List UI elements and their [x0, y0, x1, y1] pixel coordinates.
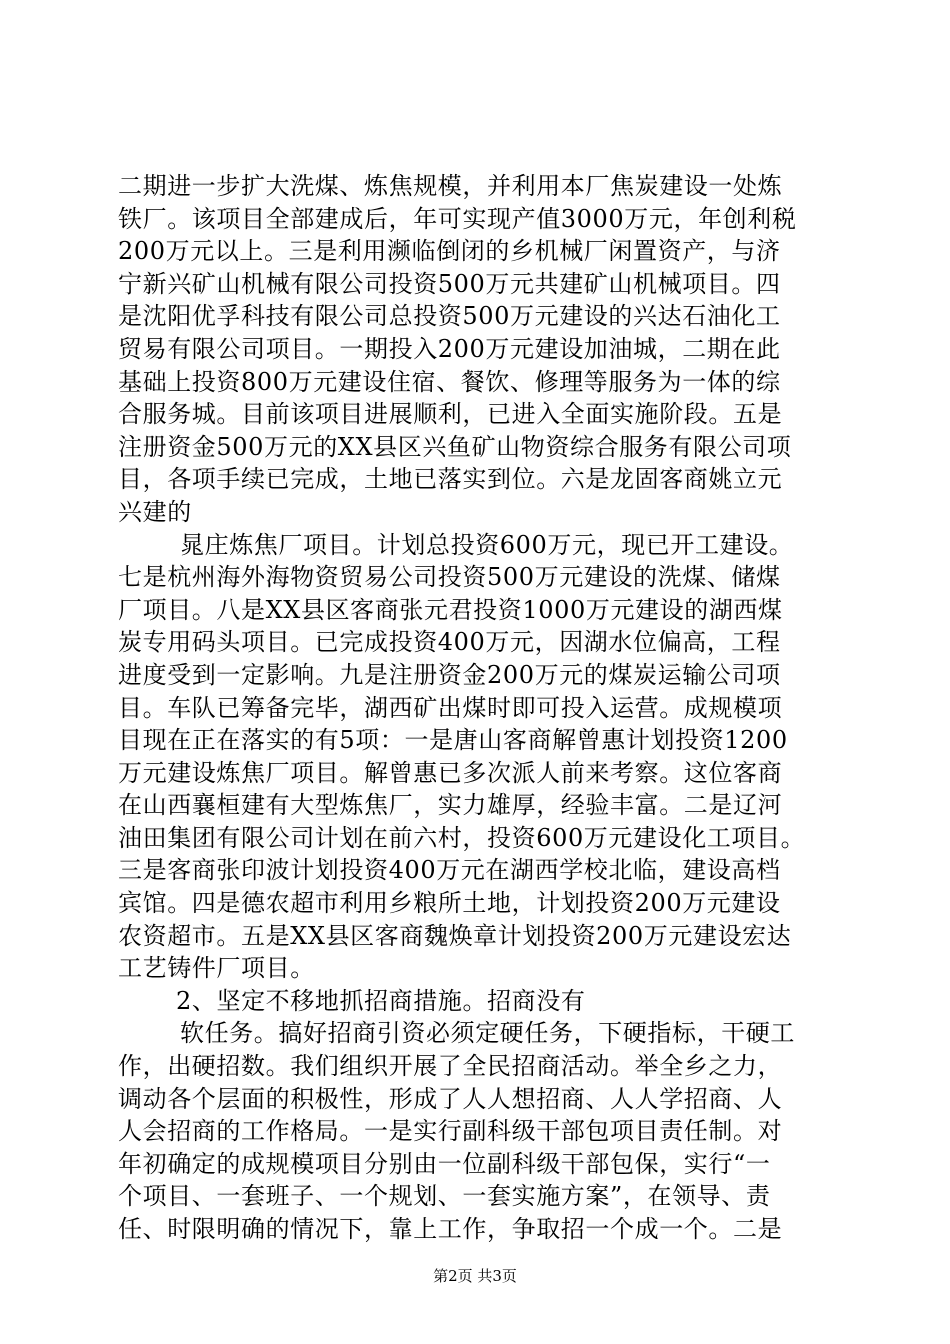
- text-line: 目，各项手续已完成，土地已落实到位。六是龙固客商姚立元: [118, 465, 783, 494]
- text-line: 宁新兴矿山机械有限公司投资500万元共建矿山机械项目。四: [118, 269, 781, 298]
- text-line: 炭专用码头项目。已完成投资400万元，因湖水位偏高，工程: [118, 628, 781, 657]
- text-line: 基础上投资800万元建设住宿、餐饮、修理等服务为一体的综: [118, 367, 781, 396]
- paragraph-start-line: 软任务。搞好招商引资必须定硬任务，下硬指标，干硬工: [180, 1019, 795, 1048]
- text-line: 七是杭州海外海物资贸易公司投资500万元建设的洗煤、储煤: [118, 563, 781, 592]
- text-line: 厂项目。八是XX县区客商张元君投资1000万元建设的湖西煤: [118, 595, 783, 624]
- text-line: 油田集团有限公司计划在前六村，投资600万元建设化工项目。: [118, 823, 806, 852]
- text-line: 人会招商的工作格局。一是实行副科级干部包项目责任制。对: [118, 1117, 783, 1146]
- text-line: 个项目、一套班子、一个规划、一套实施方案”，在领导、责: [118, 1182, 771, 1211]
- text-line: 工艺铸件厂项目。: [118, 954, 315, 983]
- paragraph-start-line: 晁庄炼焦厂项目。计划总投资600万元，现已开工建设。: [180, 530, 794, 559]
- text-line: 农资超市。五是XX县区客商魏焕章计划投资200万元建设宏达: [118, 921, 792, 950]
- text-line: 任、时限明确的情况下，靠上工作，争取招一个成一个。二是: [118, 1215, 783, 1243]
- text-line: 作，出硬招数。我们组织开展了全民招商活动。举全乡之力，: [118, 1052, 783, 1081]
- text-line: 目现在正在落实的有5项：一是唐山客商解曾惠计划投资1200: [118, 726, 788, 755]
- text-line: 进度受到一定影响。九是注册资金200万元的煤炭运输公司项: [118, 660, 781, 689]
- page-number-footer: 第2页 共3页: [433, 1267, 517, 1285]
- text-line: 目。车队已筹备完毕，湖西矿出煤时即可投入运营。成规模项: [118, 693, 783, 722]
- text-line: 在山西襄桓建有大型炼焦厂，实力雄厚，经验丰富。二是辽河: [118, 791, 783, 820]
- text-line: 铁厂。该项目全部建成后，年可实现产值3000万元，年创利税: [118, 204, 797, 233]
- text-line: 三是客商张印波计划投资400万元在湖西学校北临，建设高档: [118, 856, 781, 885]
- text-line: 调动各个层面的积极性，形成了人人想招商、人人学招商、人: [118, 1084, 783, 1113]
- text-line: 兴建的: [118, 497, 192, 526]
- text-line: 万元建设炼焦厂项目。解曾惠已多次派人前来考察。这位客商: [118, 758, 783, 787]
- text-line: 年初确定的成规模项目分别由一位副科级干部包保，实行“一: [118, 1149, 771, 1178]
- text-line: 二期进一步扩大洗煤、炼焦规模，并利用本厂焦炭建设一处炼: [118, 172, 783, 200]
- document-body: [118, 170, 836, 1246]
- text-line: 是沈阳优孚科技有限公司总投资500万元建设的兴达石油化工: [118, 302, 781, 331]
- text-line: 200万元以上。三是利用濒临倒闭的乡机械厂闲置资产，与济: [118, 237, 781, 266]
- text-line: 宾馆。四是德农超市利用乡粮所土地，计划投资200万元建设: [118, 889, 781, 918]
- text-line: 注册资金500万元的XX县区兴鱼矿山物资综合服务有限公司项: [118, 432, 792, 461]
- text-line: 贸易有限公司项目。一期投入200万元建设加油城，二期在此: [118, 334, 781, 363]
- text-line: 合服务城。目前该项目进展顺利，已进入全面实施阶段。五是: [118, 400, 783, 429]
- section-heading-line: 2、坚定不移地抓招商措施。招商没有: [176, 986, 586, 1015]
